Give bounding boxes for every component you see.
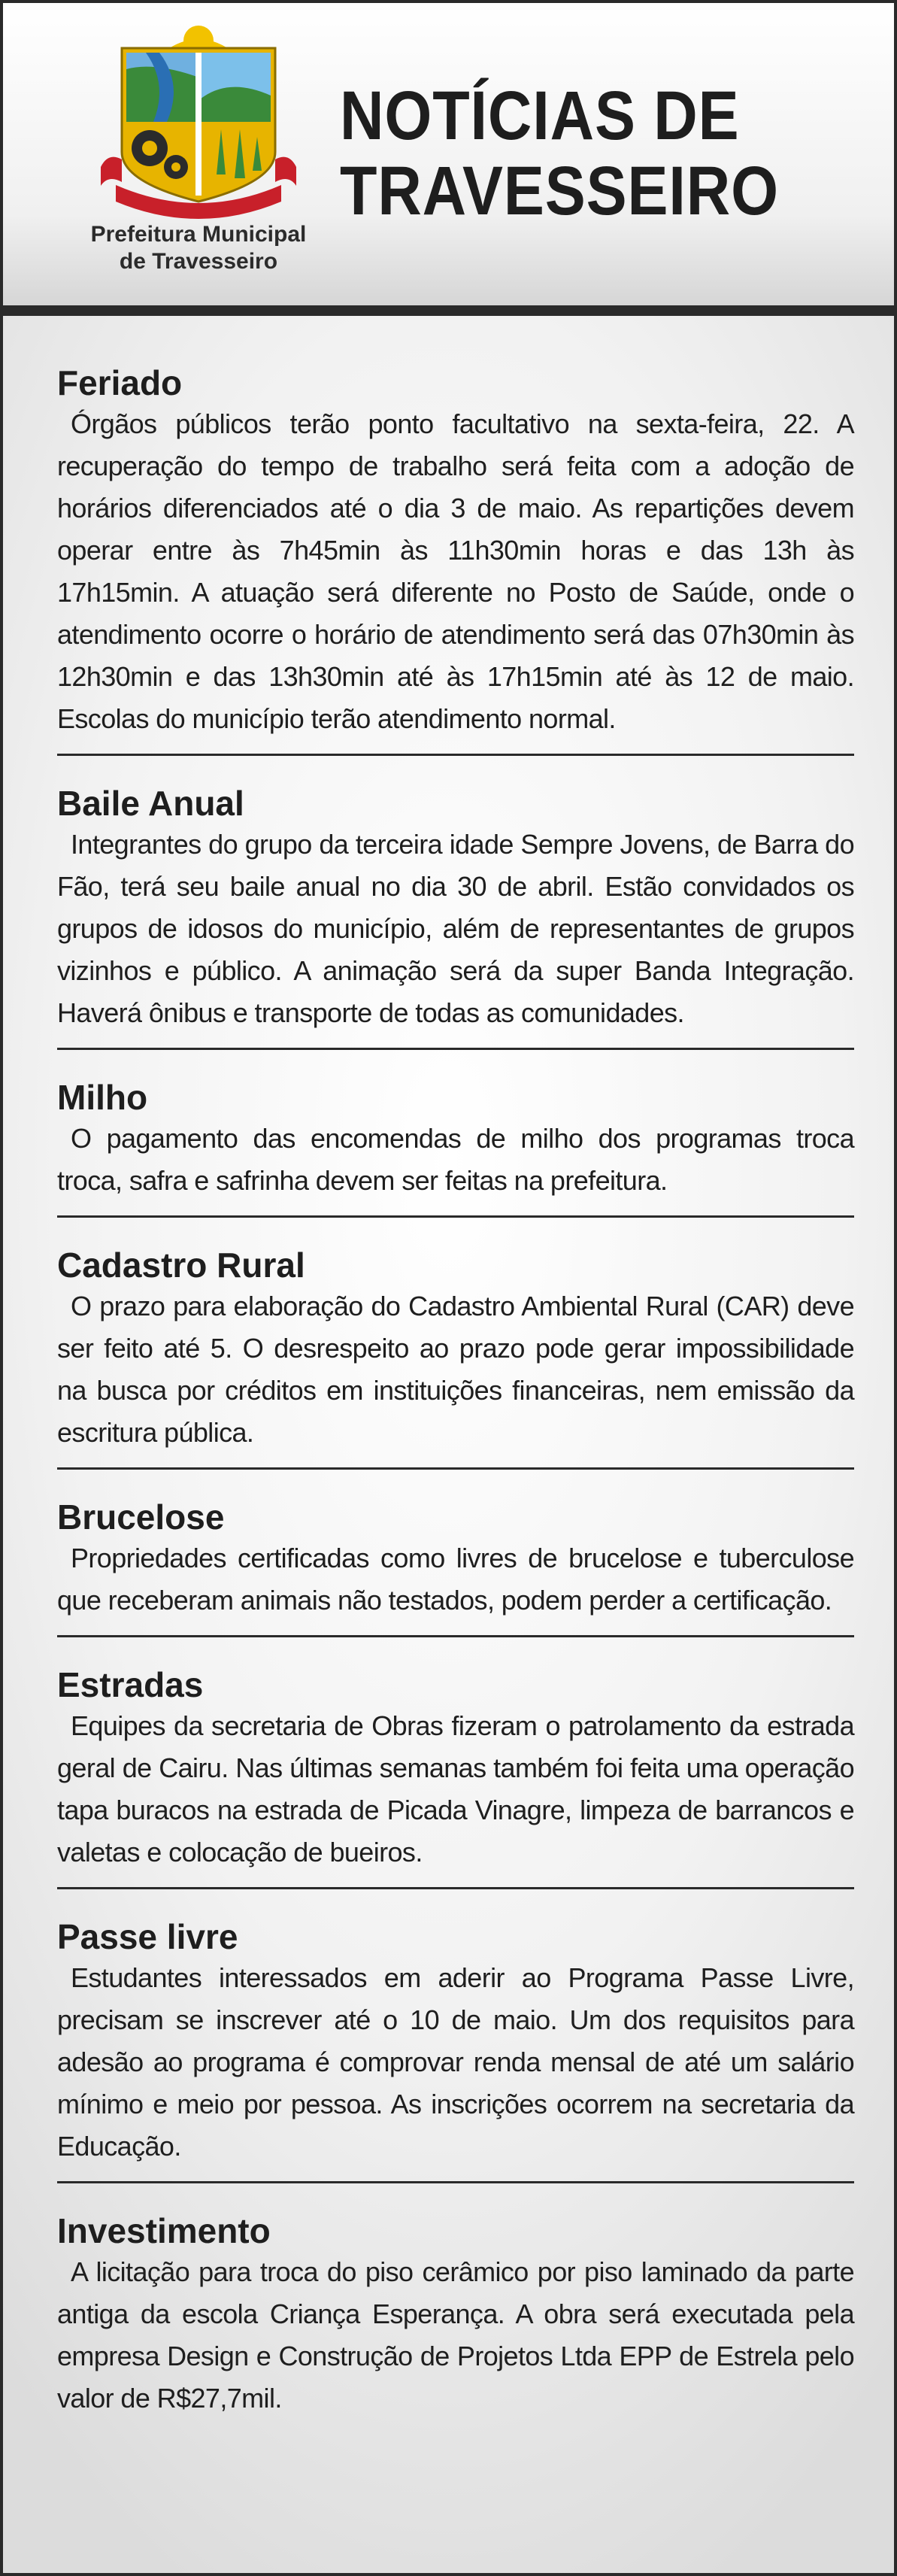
coat-of-arms-icon [78, 24, 319, 227]
news-body: O prazo para elaboração do Cadastro Ambiental Rural (CAR) deve ser feito até 5. O desrespeito ao prazo pode gerar impossibilidade na busca por créditos em instituições financeiras, nem emissão da escritura pública. [57, 1291, 854, 1448]
divider [57, 1635, 854, 1637]
divider [57, 1467, 854, 1470]
divider [57, 1048, 854, 1050]
news-heading: Cadastro Rural [57, 1246, 305, 1285]
header-divider [3, 305, 894, 316]
masthead-line2: TRAVESSEIRO [340, 153, 779, 229]
news-body: Equipes da secretaria de Obras fizeram o patrolamento da estrada geral de Cairu. Nas últimas semanas também foi feita uma operação tapa buracos na estrada de Picada Vinagre, limpeza de barrancos e valetas e colocação de bueiros. [57, 1710, 854, 1868]
news-item-feriado [57, 363, 854, 740]
news-body: Órgãos públicos terão ponto facultativo na sexta-feira, 22. A recuperação do tempo de trabalho será feita com a adoção de horários diferenciados até o dia 3 de maio. As repartições devem operar entre às 7h45min às 11h30min horas e das 13h às 17h15min. A atuação será diferente no Posto de Saúde, onde o atendimento ocorre o horário de atendimento será das 07h30min às 12h30min e das 13h30min até às 17h15min até às 12 de maio. Escolas do município terão atendimento normal. [57, 408, 854, 734]
news-heading: Milho [57, 1078, 148, 1117]
news-item-investimento [57, 2210, 854, 2420]
news-body: A licitação para troca do piso cerâmico por piso laminado da parte antiga da escola Criança Esperança. A obra será executada pela empresa Design e Construção de Projetos Ltda EPP de Estrela pelo valor de R$27,7mil. [57, 2256, 854, 2414]
divider [57, 2181, 854, 2183]
divider [57, 1887, 854, 1889]
news-item-estradas [57, 1664, 854, 1874]
masthead-line1: NOTÍCIAS DE [340, 77, 740, 154]
header [3, 3, 894, 305]
news-heading: Baile Anual [57, 784, 244, 823]
news-item-passe-livre [57, 1916, 854, 2168]
crest-caption-line2: de Travesseiro [119, 249, 278, 274]
news-heading: Investimento [57, 2211, 271, 2250]
municipal-crest [78, 24, 319, 280]
news-list [57, 363, 854, 2420]
news-body: Integrantes do grupo da terceira idade Sempre Jovens, de Barra do Fão, terá seu baile anual no dia 30 de abril. Estão convidados os grupos de idosos do município, além de representantes de grupos vizinhos e público. A animação será da super Banda Integração. Haverá ônibus e transporte de todas as comunidades. [57, 829, 854, 1028]
news-heading: Estradas [57, 1665, 204, 1704]
news-item-cadastro-rural [57, 1245, 854, 1454]
news-heading: Brucelose [57, 1497, 225, 1537]
divider [57, 754, 854, 756]
crest-caption [78, 221, 319, 275]
news-body: Estudantes interessados em aderir ao Programa Passe Livre, precisam se inscrever até o 10 de maio. Um dos requisitos para adesão ao programa é comprovar renda mensal de até um salário mínimo e meio por pessoa. As inscrições ocorrem na secretaria da Educação. [57, 1962, 854, 2162]
news-body: Propriedades certificadas como livres de brucelose e tuberculose que receberam animais não testados, podem perder a certificação. [57, 1543, 854, 1616]
news-item-baile-anual [57, 783, 854, 1034]
news-heading: Passe livre [57, 1917, 238, 1956]
divider [57, 1215, 854, 1218]
news-item-milho [57, 1077, 854, 1202]
crest-caption-line1: Prefeitura Municipal [90, 222, 307, 247]
news-heading: Feriado [57, 363, 183, 402]
news-body: O pagamento das encomendas de milho dos programas troca troca, safra e safrinha devem ser feitas na prefeitura. [57, 1123, 854, 1196]
news-item-brucelose [57, 1497, 854, 1622]
masthead-title [340, 78, 803, 229]
